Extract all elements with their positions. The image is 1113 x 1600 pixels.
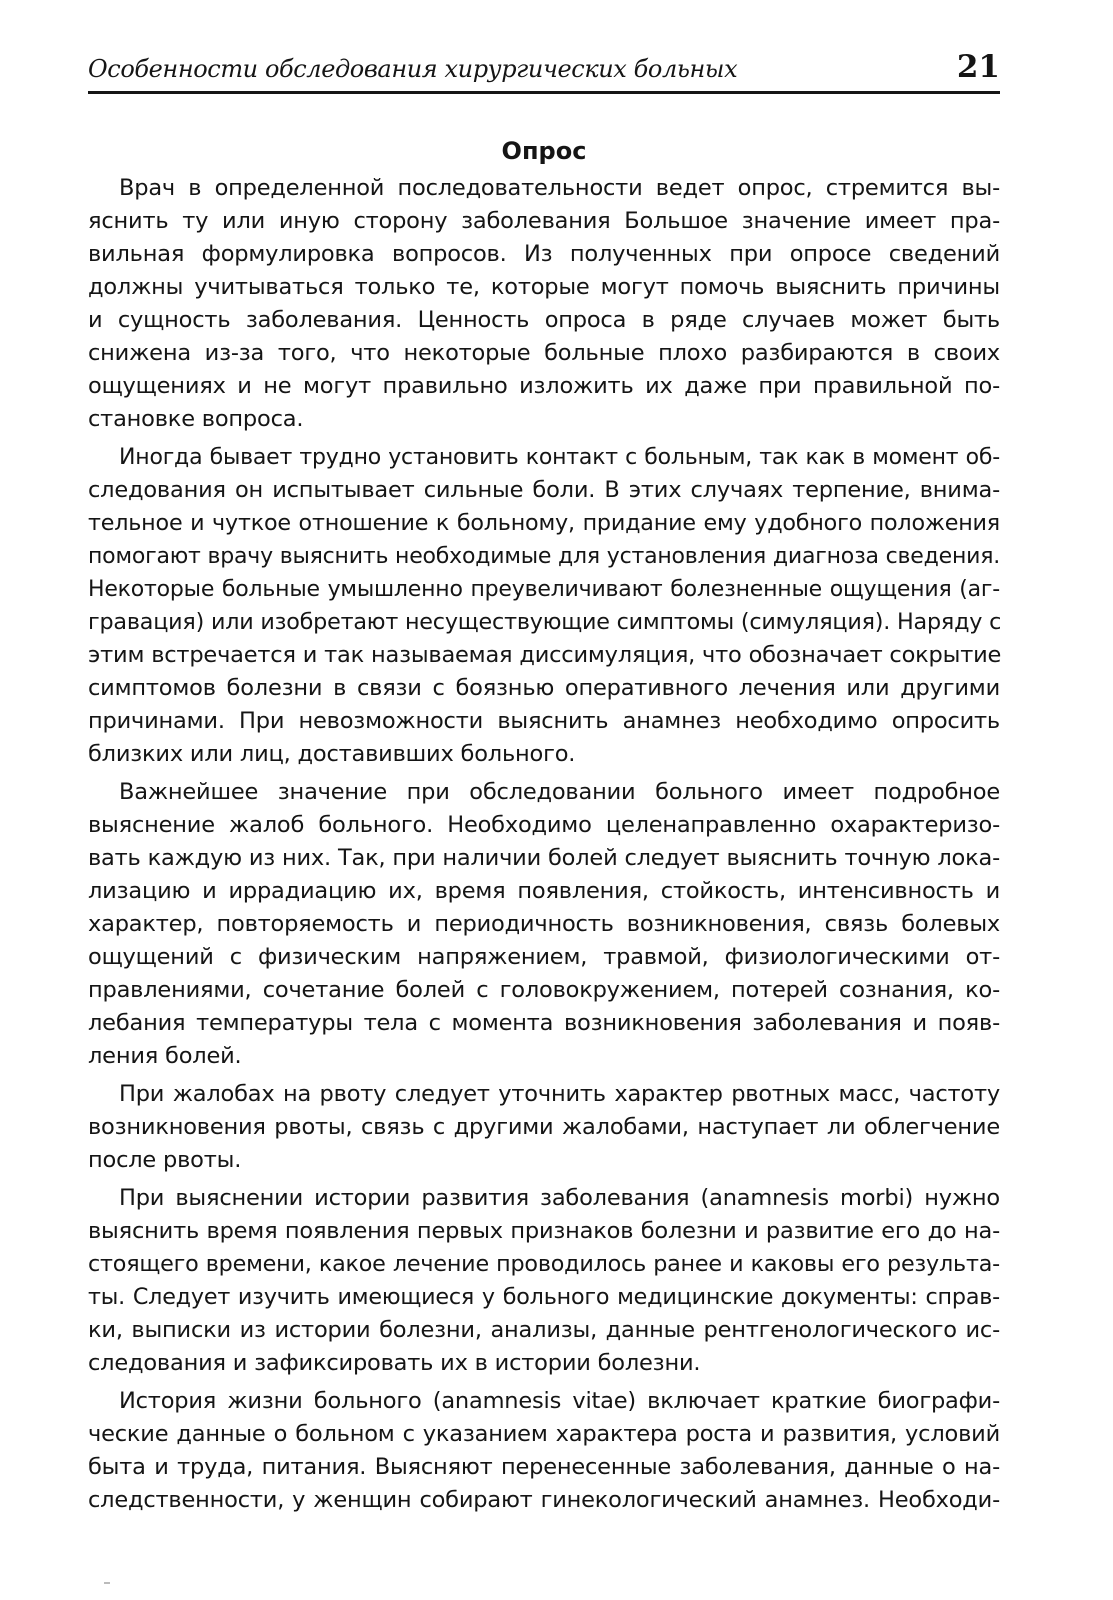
text-line: выяснить время появления первых признаков болезни и развитие его до на- — [88, 1218, 1000, 1244]
body-text — [88, 172, 1000, 1522]
text-line: выяснение жалоб больного. Необходимо целенаправленно охарактеризо- — [88, 812, 1000, 838]
text-line: Иногда бывает трудно установить контакт с больным, так как в момент об- — [119, 445, 1000, 470]
text-line: близких или лиц, доставивших больного. — [88, 741, 576, 767]
text-line: вильная формулировка вопросов. Из полученных при опросе сведений — [88, 241, 1000, 267]
page-number: 21 — [956, 49, 1000, 85]
text-line: ческие данные о больном с указанием характера роста и развития, условий — [88, 1421, 1000, 1447]
text-line: снижена из-за того, что некоторые больные плохо разбираются в своих — [88, 340, 1000, 366]
text-line: лебания температуры тела с момента возникновения заболевания и появ- — [88, 1010, 1000, 1036]
text-line: характер, повторяемость и периодичность возникновения, связь болевых — [88, 911, 1000, 937]
text-line: яснить ту или иную сторону заболевания Большое значение имеет пра- — [88, 208, 1000, 234]
text-line: ощущениях и не могут правильно изложить их даже при правильной по- — [88, 373, 1000, 399]
text-line: следования он испытывает сильные боли. В этих случаях терпение, внима- — [88, 477, 1000, 503]
text-line: следования и зафиксировать их в истории болезни. — [88, 1350, 701, 1376]
text-line: этим встречается и так называемая диссимуляция, что обозначает сокрытие — [88, 642, 1002, 668]
text-line: помогают врачу выяснить необходимые для установления диагноза сведения. — [88, 544, 1001, 569]
section-title: Опрос — [501, 137, 587, 165]
paragraph — [88, 441, 1000, 771]
paragraph — [88, 1078, 1000, 1177]
text-line: гравация) или изобретают несуществующие симптомы (симуляция). Наряду с — [88, 609, 1002, 635]
text-line: ощущений с физическим напряжением, травмой, физиологическими от- — [88, 944, 1000, 970]
text-line: и сущность заболевания. Ценность опроса в ряде случаев может быть — [88, 307, 1000, 333]
text-line: следственности, у женщин собирают гинекологический анамнез. Необходи- — [88, 1487, 1000, 1513]
text-line: должны учитываться только те, которые могут помочь выяснить причины — [88, 274, 1000, 300]
header-rule — [88, 91, 1000, 94]
text-line: тельное и чуткое отношение к больному, придание ему удобного положения — [88, 510, 1000, 536]
running-header — [88, 49, 1000, 90]
text-line: ты. Следует изучить имеющиеся у больного медицинские документы: справ- — [88, 1284, 1000, 1310]
text-line: после рвоты. — [88, 1147, 242, 1173]
text-line: стоящего времени, какое лечение проводилось ранее и каковы его результа- — [88, 1251, 1000, 1277]
text-line: симптомов болезни в связи с боязнью оперативного лечения или другими — [88, 675, 1000, 701]
text-line: причинами. При невозможности выяснить анамнез необходимо опросить — [88, 708, 1000, 734]
scan-speck — [104, 1582, 110, 1584]
paragraph — [88, 172, 1000, 436]
text-line: История жизни больного (anamnesis vitae) включает краткие биографи- — [119, 1388, 1000, 1414]
text-line: правлениями, сочетание болей с головокружением, потерей сознания, ко- — [88, 977, 1000, 1003]
text-line: При жалобах на рвоту следует уточнить характер рвотных масс, частоту — [119, 1081, 1000, 1107]
text-line: Врач в определенной последовательности ведет опрос, стремится вы- — [119, 175, 1000, 201]
text-line: Некоторые больные умышленно преувеличивают болезненные ощущения (аг- — [88, 577, 1000, 602]
text-line: ки, выписки из истории болезни, анализы, данные рентгенологического ис- — [88, 1317, 1000, 1343]
paragraph — [88, 1385, 1000, 1517]
text-line: лизацию и иррадиацию их, время появления, стойкость, интенсивность и — [88, 878, 1000, 904]
text-line: становке вопроса. — [88, 406, 304, 432]
text-line: ления болей. — [88, 1043, 242, 1069]
running-title: Особенности обследования хирургических больных — [88, 55, 738, 83]
text-line: При выяснении истории развития заболевания (anamnesis morbi) нужно — [119, 1185, 1000, 1211]
paragraph — [88, 776, 1000, 1073]
text-line: вать каждую из них. Так, при наличии болей следует выяснить точную лока- — [88, 845, 1000, 871]
text-line: возникновения рвоты, связь с другими жалобами, наступает ли облегчение — [88, 1114, 1000, 1140]
text-line: Важнейшее значение при обследовании больного имеет подробное — [119, 779, 1000, 805]
paragraph — [88, 1182, 1000, 1380]
text-line: быта и труда, питания. Выясняют перенесенные заболевания, данные о на- — [88, 1454, 1000, 1480]
